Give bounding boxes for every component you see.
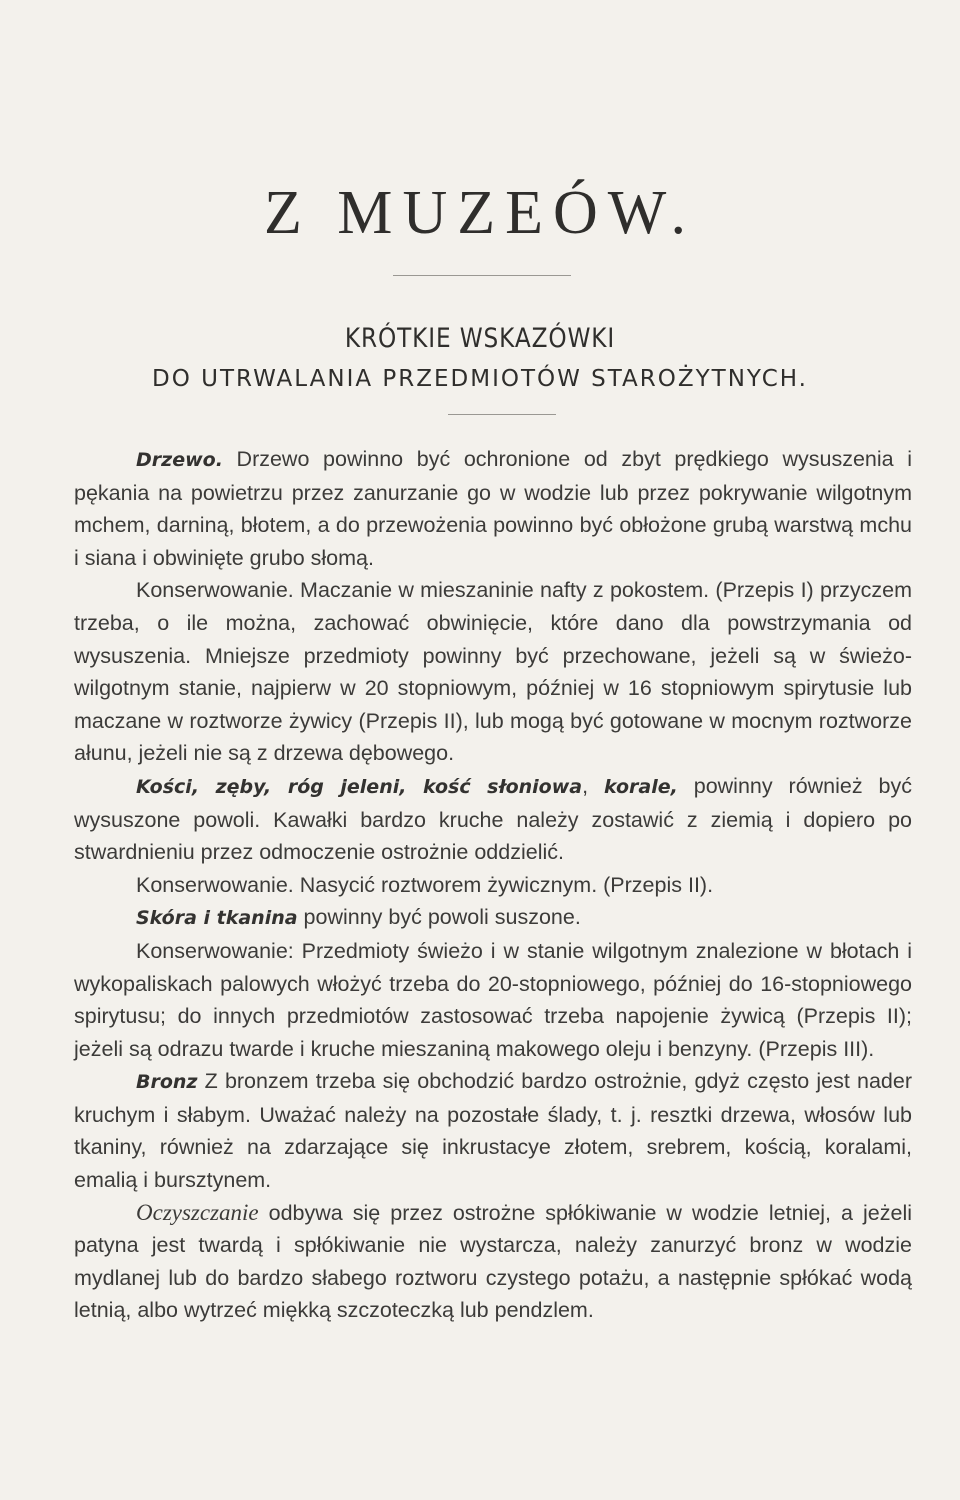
title-divider (393, 275, 571, 276)
page-title: Z MUZEÓW. (263, 179, 697, 247)
heading-divider (448, 414, 556, 415)
paragraph-text: Z bronzem trzeba się obchodzić bardzo ostrożnie, gdyż często jest nader kruchym i słabym. Uważać należy na pozostałe ślady, t. j. resztki drzewa, włosów lub tkaniny, również na zdarzające się inkrustacye złotem, srebrem, kością, koralami, emalią i bursztynem. (74, 1069, 912, 1193)
article-body (74, 443, 912, 1327)
paragraph-bronz (74, 1065, 912, 1196)
keyword-drzewo: Drzewo. (136, 449, 223, 471)
keyword-skora: Skóra i tkanina (136, 907, 298, 930)
paragraph-skora (74, 901, 912, 935)
keyword-korale: korale, (604, 775, 678, 798)
paragraph-drzewo (74, 443, 912, 574)
keyword-bronz: Bronz (136, 1071, 198, 1094)
section-subheading: DO UTRWALANIA PRZEDMIOTÓW STAROŻYTNYCH. (152, 366, 808, 392)
paragraph-text: odbywa się przez ostrożne spłókiwanie w wodzie letniej, a jeżeli patyna jest twardą i spłókiwanie nie wystarcza, należy zanurzyć bronz w wodzie mydlanej lub do bardzo słabego roztworu czystego potażu, a następnie spłókać wodą letnią, albo wytrzeć miękką szczoteczką lub pendzlem. (74, 1200, 912, 1323)
keyword-kosci: Kości, zęby, róg jeleni, kość słoniowa (136, 775, 583, 798)
section-heading: KRÓTKIE WSKAZÓWKI (344, 323, 616, 354)
paragraph-konserwowanie-skora: Konserwowanie: Przedmioty świeżo i w stanie wilgotnym znalezione w błotach i wykopaliskach palowych włożyć trzeba do 20-stopniowego, później do 16-stopniowego spirytusu; do innych przedmiotów zastosować trzeba napojenie żywicą (Przepis II); jeżeli są odrazu twarde i kruche mieszaniną makowego oleju i benzyny. (Przepis III). (74, 938, 912, 1061)
paragraph-konserwowanie-kosci: Konserwowanie. Nasycić roztworem żywicznym. (Przepis II). (136, 872, 714, 897)
paragraph-text: powinny również być wysuszone powoli. Kawałki bardzo kruche należy zostawić z ziemią i dopiero po stwardnieniu przez odmoczenie ostrożnie oddzielić. (74, 773, 912, 865)
paragraph-oczyszczanie (74, 1197, 912, 1327)
paragraph-text: Drzewo powinno być ochronione od zbyt prędkiego wysuszenia i pękania na powietrzu przez zanurzanie go w wodzie lub przez pokrywanie wilgotnym mchem, darniną, błotem, a do przewożenia powinno być obłożone grubą warstwą mchu i siana i obwinięte grubo słomą. (74, 447, 912, 570)
paragraph-kosci (74, 770, 912, 869)
paragraph-text: powinny być powoli suszone. (297, 905, 581, 930)
keyword-separator: , (582, 773, 604, 798)
paragraph-konserwowanie-drzewo: Konserwowanie. Maczanie w mieszaninie nafty z pokostem. (Przepis I) przyczem trzeba, o ile można, zachować obwinięcie, które dano dla powstrzymania od wysuszenia. Mniejsze przedmioty powinny być przechowane, jeżeli są w świeżo-wilgotnym stanie, najpierw w 20 stopniowym, później w 16 stopniowym spirytusie lub maczane w roztworze żywicy (Przepis II), lub mogą być gotowane w mocnym roztworze ałunu, jeżeli nie są z drzewa dębowego. (74, 578, 912, 766)
keyword-oczyszczanie: Oczyszczanie (136, 1199, 259, 1225)
